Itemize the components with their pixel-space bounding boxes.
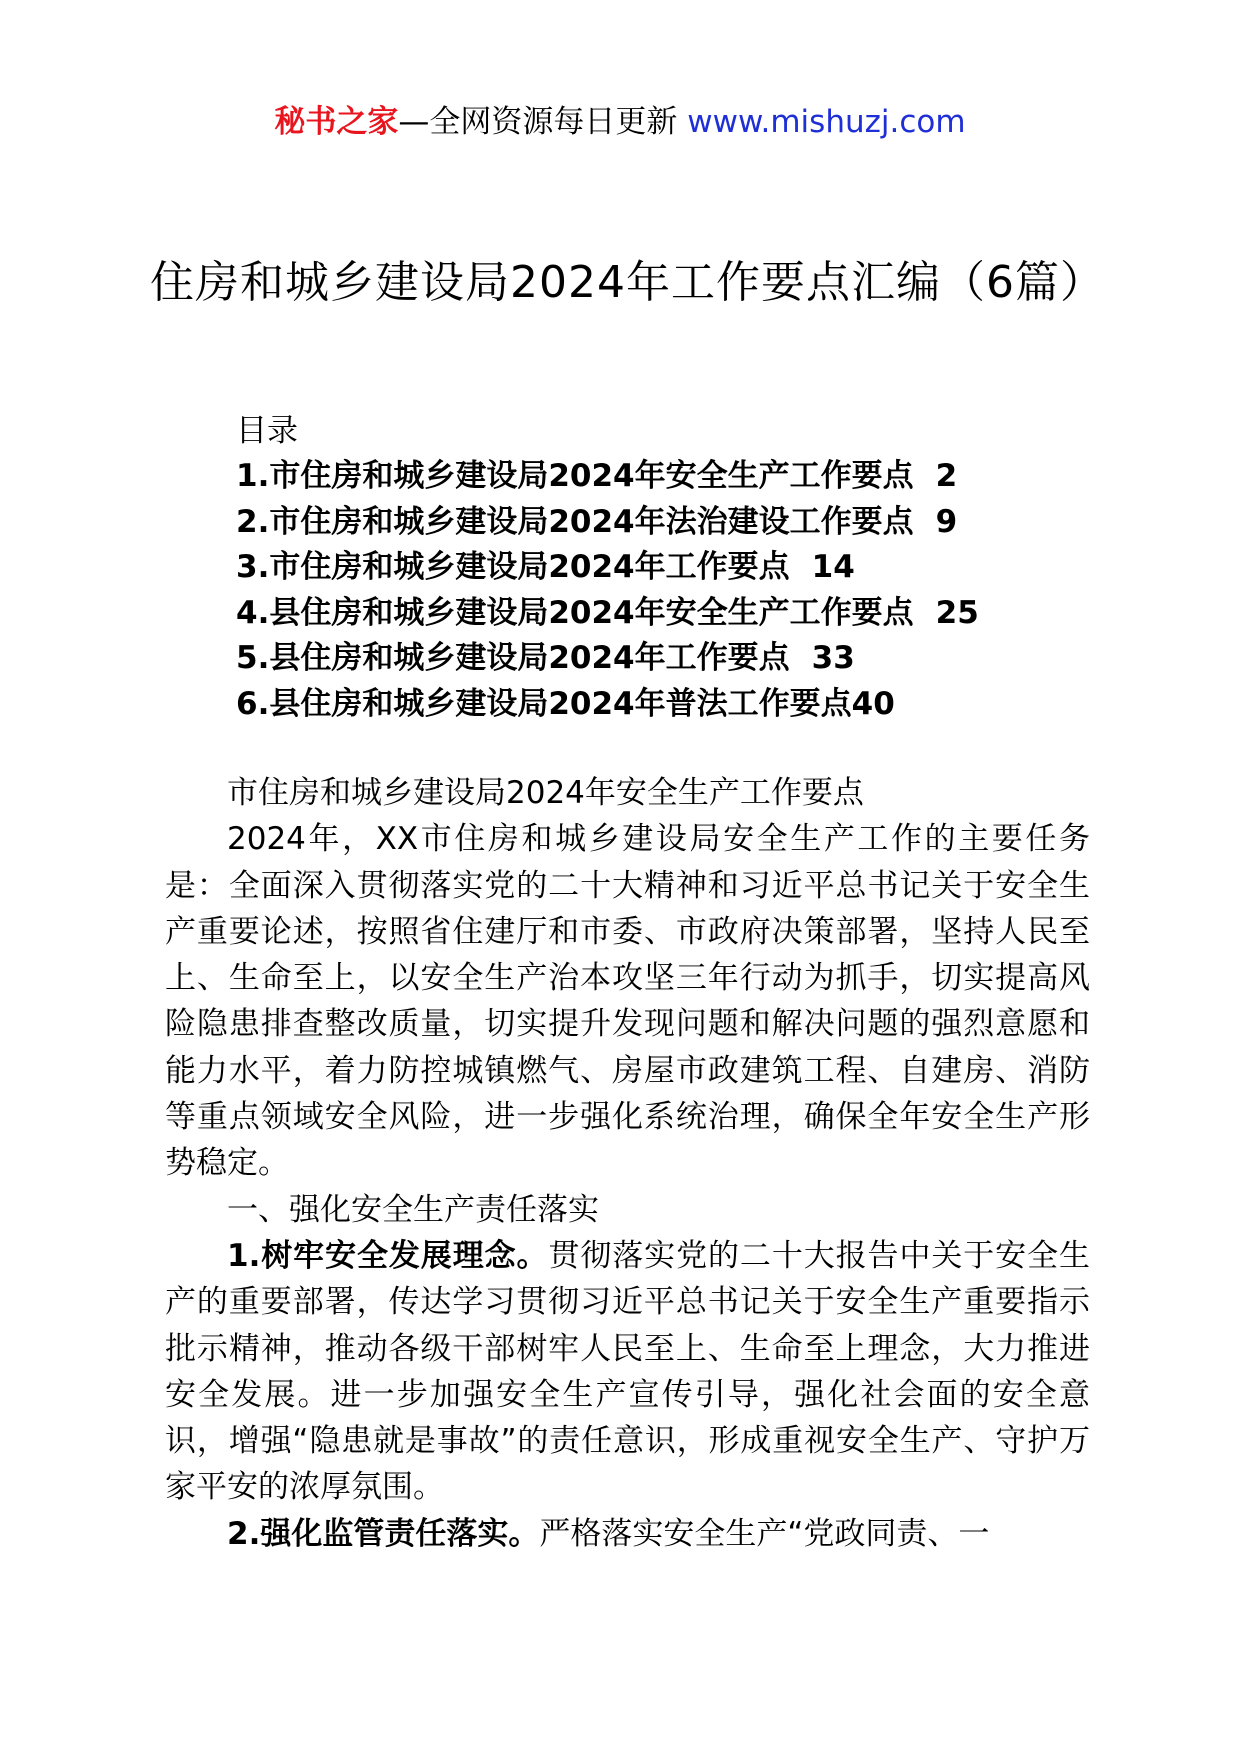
toc-item-label: 4.县住房和城乡建设局2024年安全生产工作要点 [236,594,914,631]
toc-item-label: 1.市住房和城乡建设局2024年安全生产工作要点 [236,458,914,494]
site-tagline: —全网资源每日更新 [398,104,678,140]
toc-item-page: 9 [935,503,958,540]
document-body [165,770,1090,1557]
paragraph [165,1511,1090,1557]
toc-list [236,454,1136,727]
toc-item-page: 33 [811,640,855,676]
site-url-link[interactable]: www.mishuzj.com [687,104,966,140]
toc-item-page: 25 [935,594,979,631]
paragraph-text: 贯彻落实党的二十大报告中关于安全生产的重要部署，传达学习贯彻习近平总书记关于安全生产重要指示批示精神，推动各级干部树牢人民至上、生命至上理念，大力推进安全发展。进一步加强安全生产宣传引导，强化社会面的安全意识，增强“隐患就是事故”的责任意识，形成重视安全生产、守护万家平安的浓厚氛围。 [165,1237,1090,1506]
toc-item-label: 2.市住房和城乡建设局2024年法治建设工作要点 [236,503,914,540]
table-of-contents [236,408,1136,727]
toc-item-page: 14 [811,549,855,585]
toc-item-label: 6.县住房和城乡建设局2024年普法工作要点 [236,685,852,722]
toc-item[interactable] [236,500,1136,546]
paragraph-text: 严格落实安全生产“党政同责、一 [539,1515,990,1552]
section-title: 市住房和城乡建设局2024年安全生产工作要点 [227,775,864,811]
toc-item-page: 40 [851,685,895,722]
site-header [0,100,1240,144]
toc-item-label: 5.县住房和城乡建设局2024年工作要点 [236,640,790,676]
toc-item-label: 3.市住房和城乡建设局2024年工作要点 [236,549,790,585]
toc-item[interactable] [236,545,1136,591]
intro-paragraph: 2024年，XX市住房和城乡建设局安全生产工作的主要任务是：全面深入贯彻落实党的二十大精神和习近平总书记关于安全生产重要论述，按照省住建厅和市委、市政府决策部署，坚持人民至上、生命至上，以安全生产治本攻坚三年行动为抓手，切实提高风险隐患排查整改质量，切实提升发现问题和解决问题的强烈意愿和能力水平，着力防控城镇燃气、房屋市政建筑工程、自建房、消防等重点领域安全风险，进一步强化系统治理，确保全年安全生产形势稳定。 [165,821,1090,1182]
section-heading: 一、强化安全生产责任落实 [227,1191,599,1228]
document-title: 住房和城乡建设局2024年工作要点汇编（6篇） [150,257,1105,308]
toc-item[interactable] [236,682,1136,728]
site-brand: 秘书之家 [274,104,399,140]
paragraph-lead: 1.树牢安全发展理念。 [227,1237,549,1274]
toc-heading: 目录 [236,413,298,449]
paragraph-lead: 2.强化监管责任落实。 [227,1515,540,1552]
toc-item[interactable] [236,591,1136,637]
toc-item-page: 2 [935,458,958,494]
toc-item[interactable] [236,454,1136,500]
paragraph [165,1233,1090,1511]
toc-item[interactable] [236,636,1136,682]
